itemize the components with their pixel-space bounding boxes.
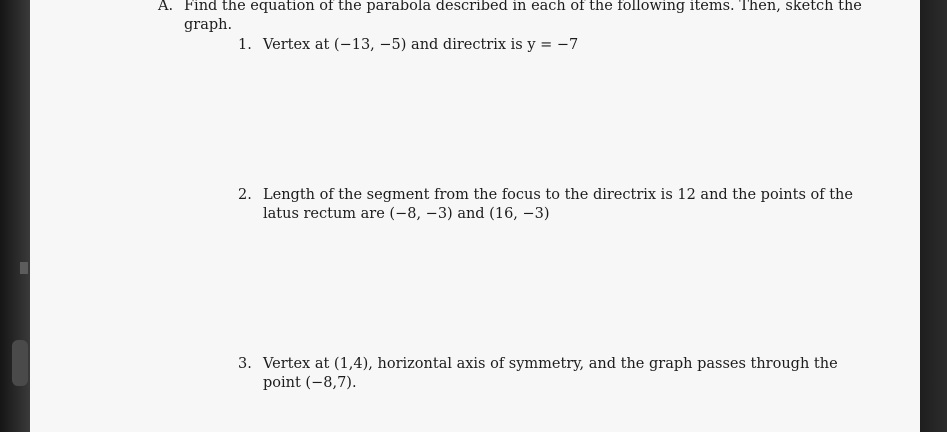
worksheet-page <box>30 0 920 432</box>
item-3-number: 3. <box>238 356 252 372</box>
item-1-number: 1. <box>238 37 252 53</box>
item-3-text-line-1: Vertex at (1,4), horizontal axis of symmetry, and the graph passes through the <box>263 356 838 372</box>
section-instruction-line-1: Find the equation of the parabola described in each of the following items. Then, sketch the <box>184 0 862 14</box>
section-instruction-line-2: graph. <box>184 17 233 33</box>
item-1-text: Vertex at (−13, −5) and directrix is y = −7 <box>263 37 579 53</box>
section-marker: A. <box>158 0 174 14</box>
left-bezel-notch <box>20 262 28 274</box>
right-bezel <box>920 0 947 432</box>
item-2-text-line-2: latus rectum are (−8, −3) and (16, −3) <box>263 206 550 222</box>
item-2-number: 2. <box>238 187 252 203</box>
item-3-text-line-2: point (−8,7). <box>263 375 357 391</box>
left-bezel-tab <box>12 340 28 386</box>
item-2-text-line-1: Length of the segment from the focus to the directrix is 12 and the points of the <box>263 187 853 203</box>
